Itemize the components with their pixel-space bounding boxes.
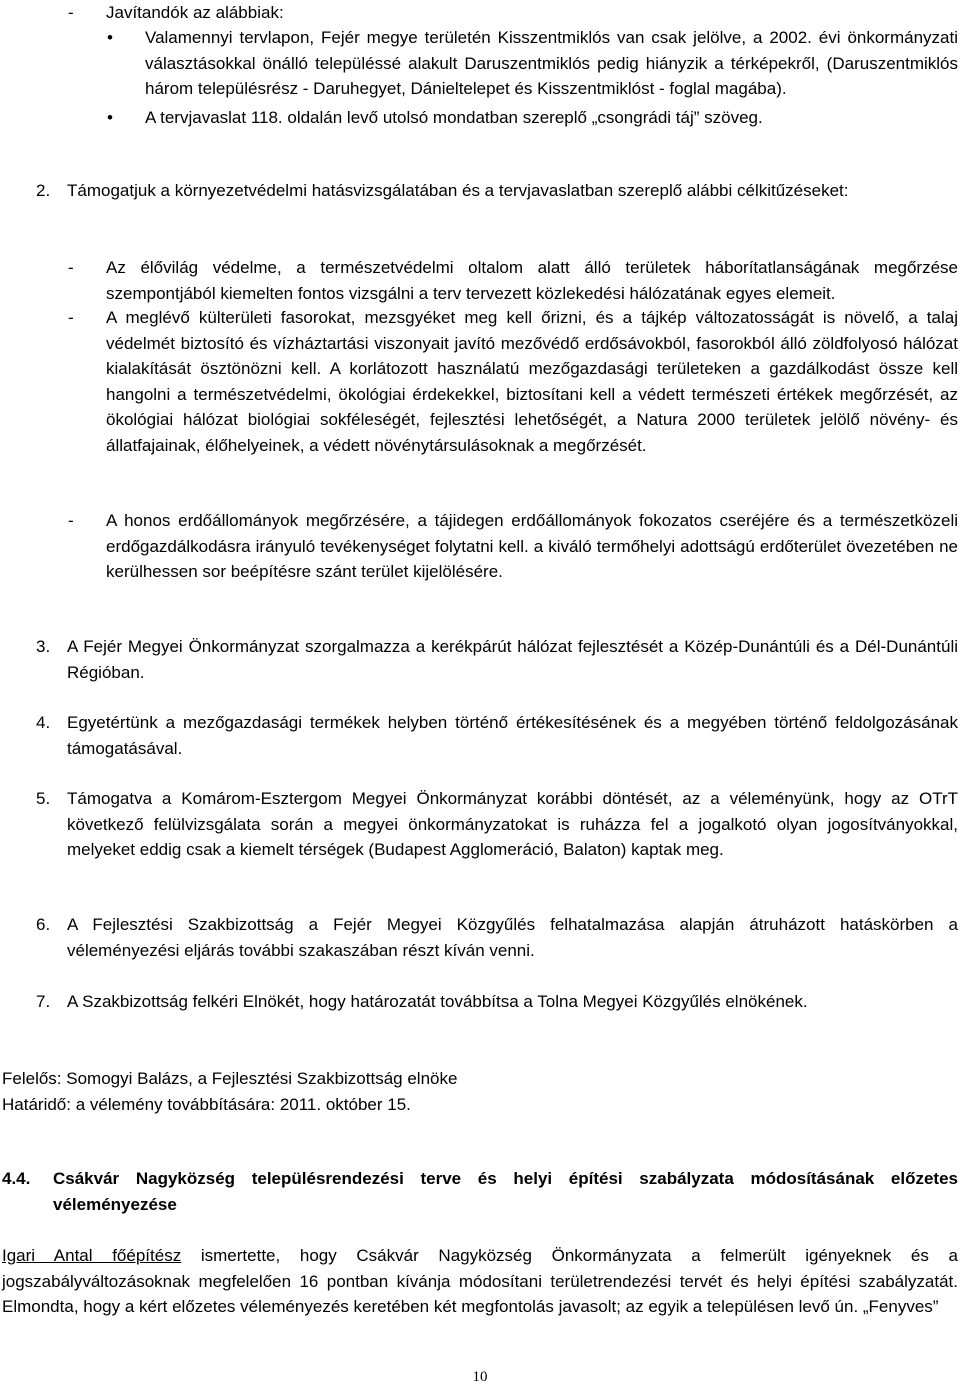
item-text: A Fejlesztési Szakbizottság a Fejér Megyei Közgyűlés felhatalmazása alapján átruházott hatáskörben a véleményezési eljárás további szakaszában részt kíván venni.: [67, 915, 958, 960]
sub-item-text: A meglévő külterületi fasorokat, mezsgyéket meg kell őrizni, és a tájkép változatosságát is növelő, a talaj védelmét biztosító és vízháztartási viszonyait javító mezővédő erdősávokból, fasorokból álló zöldfolyosó hálózat kialakítását ösztönözni kell. A korlátozott használatú mezőgazdasági területeken a gazdálkodást össze kell hangolni a természetvédelmi, ökológiai érdekekkel, biztosítani kell a védett természeti értékek megőrzését, az ökológiai hálózat biológiai sokféleségét, fejlesztési lehetőségét, a Natura 2000 területek jelölő növény- és állatfajainak, élőhelyeinek, a védett növénytársulásoknak a megőrzését.: [106, 308, 958, 455]
sub-item: [68, 305, 958, 458]
section-heading: [2, 1166, 958, 1217]
dash-marker: -: [68, 308, 74, 327]
item-text: Támogatjuk a környezetvédelmi hatásvizsgálatában és a tervjavaslatban szereplő alábbi célkitűzéseket:: [67, 181, 849, 200]
dash-marker: -: [68, 258, 74, 277]
list-item: [105, 105, 958, 131]
bullet-icon: •: [107, 107, 113, 127]
numbered-item-4: [36, 710, 958, 761]
item-number: 6.: [36, 915, 51, 934]
sub-item: [68, 508, 958, 585]
section-title: Csákvár Nagyközség településrendezési terve és helyi építési szabályzata módosításának előzetes véleményezése: [53, 1169, 958, 1214]
numbered-item-3: [36, 634, 958, 685]
item-number: 4.: [36, 713, 51, 732]
item-number: 7.: [36, 992, 51, 1011]
item-text: A Fejér Megyei Önkormányzat szorgalmazza a kerékpárút hálózat fejlesztését a Közép-Dunántúli és a Dél-Dunántúli Régióban.: [67, 637, 958, 682]
numbered-item-2: [36, 178, 958, 204]
deadline-line: Határidő: a vélemény továbbítására: 2011. október 15.: [2, 1095, 411, 1114]
section-number: 4.4.: [2, 1169, 31, 1188]
presenter-name: Igari Antal főépítész: [2, 1246, 182, 1265]
intro-bullet-list: [105, 25, 958, 130]
item-number: 5.: [36, 789, 51, 808]
intro-heading-text: Javítandók az alábbiak:: [106, 3, 284, 22]
responsible-line: Felelős: Somogyi Balázs, a Fejlesztési Szakbizottság elnöke: [2, 1069, 458, 1088]
item-number: 3.: [36, 637, 51, 656]
bullet-text: A tervjavaslat 118. oldalán levő utolsó mondatban szereplő „csongrádi táj” szöveg.: [145, 107, 763, 127]
item-number: 2.: [36, 181, 51, 200]
dash-marker: -: [68, 511, 74, 530]
closing-paragraph: [2, 1243, 958, 1320]
sub-item-text: A honos erdőállományok megőrzésére, a tájidegen erdőállományok fokozatos cseréjére és a természetközeli erdőgazdálkodásra irányuló tevékenységet folytatni kell. a kiváló termőhelyi adottságú erdőterület övezetében ne kerülhessen sor beépítésre szánt terület kijelölésére.: [106, 511, 958, 581]
closing-text: ismertette, hogy Csákvár Nagyközség Önkormányzata a felmerült igényeknek és a jogszabályváltozásoknak megfelelően 16 pontban kívánja módosítani területrendezési tervét és helyi építési szabályzatát. Elmondta, hogy a kért előzetes véleményezés keretében két megfontolás javasolt; az egyik a településen levő ún. „Fenyves”: [2, 1246, 958, 1316]
list-item: [105, 25, 958, 102]
item-text: Egyetértünk a mezőgazdasági termékek helyben történő értékesítésének és a megyében történő feldolgozásának támogatásával.: [67, 713, 958, 758]
bullet-text: Valamennyi tervlapon, Fejér megye területén Kisszentmiklós van csak jelölve, a 2002. évi önkormányzati választásokkal önálló településsé alakult Daruszentmiklós pedig hiányzik a térképekről, (Daruszentmiklós három településrész - Daruhegyet, Dánieltelepet és Kisszentmiklóst - foglal magába).: [145, 28, 958, 98]
numbered-item-6: [36, 912, 958, 963]
page-number: 10: [472, 1369, 488, 1385]
item-text: A Szakbizottság felkéri Elnökét, hogy határozatát továbbítsa a Tolna Megyei Közgyűlés elnökének.: [67, 992, 808, 1011]
numbered-item-7: [36, 989, 958, 1015]
sub-item: [68, 255, 958, 306]
dash-marker: -: [68, 3, 74, 22]
item-text: Támogatva a Komárom-Esztergom Megyei Önkormányzat korábbi döntését, az a véleményünk, hogy az OTrT következő felülvizsgálata során a megyei önkormányzatokat is ruházza fel a jogalkotó olyan jogosítványokkal, melyeket eddig csak a kiemelt térségek (Budapest Agglomeráció, Balaton) kaptak meg.: [67, 789, 958, 859]
numbered-item-5: [36, 786, 958, 863]
intro-heading: [68, 0, 958, 26]
bullet-icon: •: [107, 28, 113, 47]
sub-item-text: Az élővilág védelme, a természetvédelmi oltalom alatt álló területek háborítatlanságának megőrzése szempontjából kiemelten fontos vizsgálni a terv tervezett közlekedési hálózatának egyes elemeit.: [106, 258, 958, 303]
